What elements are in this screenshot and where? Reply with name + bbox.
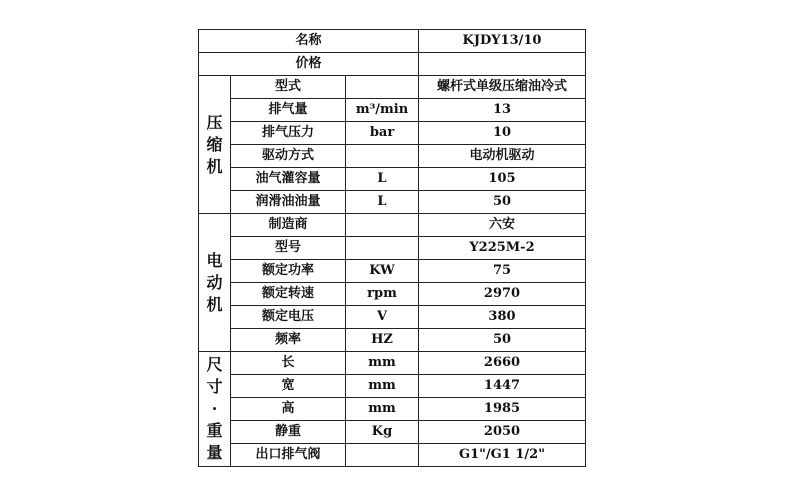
table-row [199, 375, 586, 398]
section-title-motor [199, 214, 231, 352]
table-row [199, 191, 586, 214]
row-unit: KW [346, 260, 419, 283]
row-unit [346, 214, 419, 237]
row-value: 50 [419, 329, 586, 352]
section-char: 尺 [206, 355, 223, 374]
row-label: 宽 [231, 375, 346, 398]
row-value: 75 [419, 260, 586, 283]
table-row [199, 237, 586, 260]
row-label: 型式 [231, 76, 346, 99]
table-row [199, 260, 586, 283]
row-label: 出口排气阀 [231, 444, 346, 467]
row-unit [346, 237, 419, 260]
row-unit: mm [346, 352, 419, 375]
row-value: 13 [419, 99, 586, 122]
row-unit: m³/min [346, 99, 419, 122]
row-label: 静重 [231, 421, 346, 444]
row-label: 频率 [231, 329, 346, 352]
table-row [199, 99, 586, 122]
row-label: 制造商 [231, 214, 346, 237]
row-value: 2660 [419, 352, 586, 375]
row-unit: L [346, 168, 419, 191]
row-value: 2050 [419, 421, 586, 444]
row-value: G1"/G1 1/2" [419, 444, 586, 467]
section-char: 动 [206, 272, 223, 292]
row-value: 六安 [419, 214, 586, 237]
section-char: 机 [206, 294, 223, 314]
row-value: 2970 [419, 283, 586, 306]
section-char: 电 [206, 250, 223, 270]
header-row-price [199, 53, 586, 76]
row-label: 额定功率 [231, 260, 346, 283]
section-title-dimensions [199, 352, 231, 467]
row-unit: mm [346, 375, 419, 398]
table-row [199, 352, 586, 375]
table-row [199, 168, 586, 191]
table-row [199, 306, 586, 329]
price-label: 价格 [199, 53, 419, 76]
table-row [199, 214, 586, 237]
spec-table [198, 29, 586, 467]
row-label: 高 [231, 398, 346, 421]
section-char: 缩 [206, 134, 223, 154]
name-label: 名称 [199, 30, 419, 53]
row-value: 1985 [419, 398, 586, 421]
row-value: 380 [419, 306, 586, 329]
row-label: 排气量 [231, 99, 346, 122]
table-row [199, 122, 586, 145]
row-value: 50 [419, 191, 586, 214]
row-label: 油气灌容量 [231, 168, 346, 191]
row-label: 额定转速 [231, 283, 346, 306]
row-value: Y225M-2 [419, 237, 586, 260]
row-unit: mm [346, 398, 419, 421]
row-unit [346, 76, 419, 99]
row-value: 螺杆式单级压缩油冷式 [419, 76, 586, 99]
section-char: · [211, 399, 218, 418]
row-label: 驱动方式 [231, 145, 346, 168]
name-value: KJDY13/10 [419, 30, 586, 53]
row-value: 105 [419, 168, 586, 191]
price-value [419, 53, 586, 76]
row-unit: Kg [346, 421, 419, 444]
table-row [199, 444, 586, 467]
table-row [199, 421, 586, 444]
row-unit [346, 444, 419, 467]
row-unit: rpm [346, 283, 419, 306]
row-value: 电动机驱动 [419, 145, 586, 168]
row-unit: L [346, 191, 419, 214]
row-label: 额定电压 [231, 306, 346, 329]
row-label: 长 [231, 352, 346, 375]
table-row [199, 329, 586, 352]
section-char: 量 [206, 443, 223, 462]
row-value: 10 [419, 122, 586, 145]
section-char: 机 [206, 156, 223, 176]
row-unit: V [346, 306, 419, 329]
section-title-compressor [199, 76, 231, 214]
table-row [199, 76, 586, 99]
table-row [199, 283, 586, 306]
table-row [199, 398, 586, 421]
section-char: 压 [206, 112, 223, 132]
header-row-name [199, 30, 586, 53]
row-unit: HZ [346, 329, 419, 352]
row-label: 排气压力 [231, 122, 346, 145]
section-char: 寸 [206, 377, 223, 396]
section-char: 重 [206, 421, 223, 440]
table-row [199, 145, 586, 168]
row-unit [346, 145, 419, 168]
row-value: 1447 [419, 375, 586, 398]
row-label: 润滑油油量 [231, 191, 346, 214]
row-label: 型号 [231, 237, 346, 260]
row-unit: bar [346, 122, 419, 145]
